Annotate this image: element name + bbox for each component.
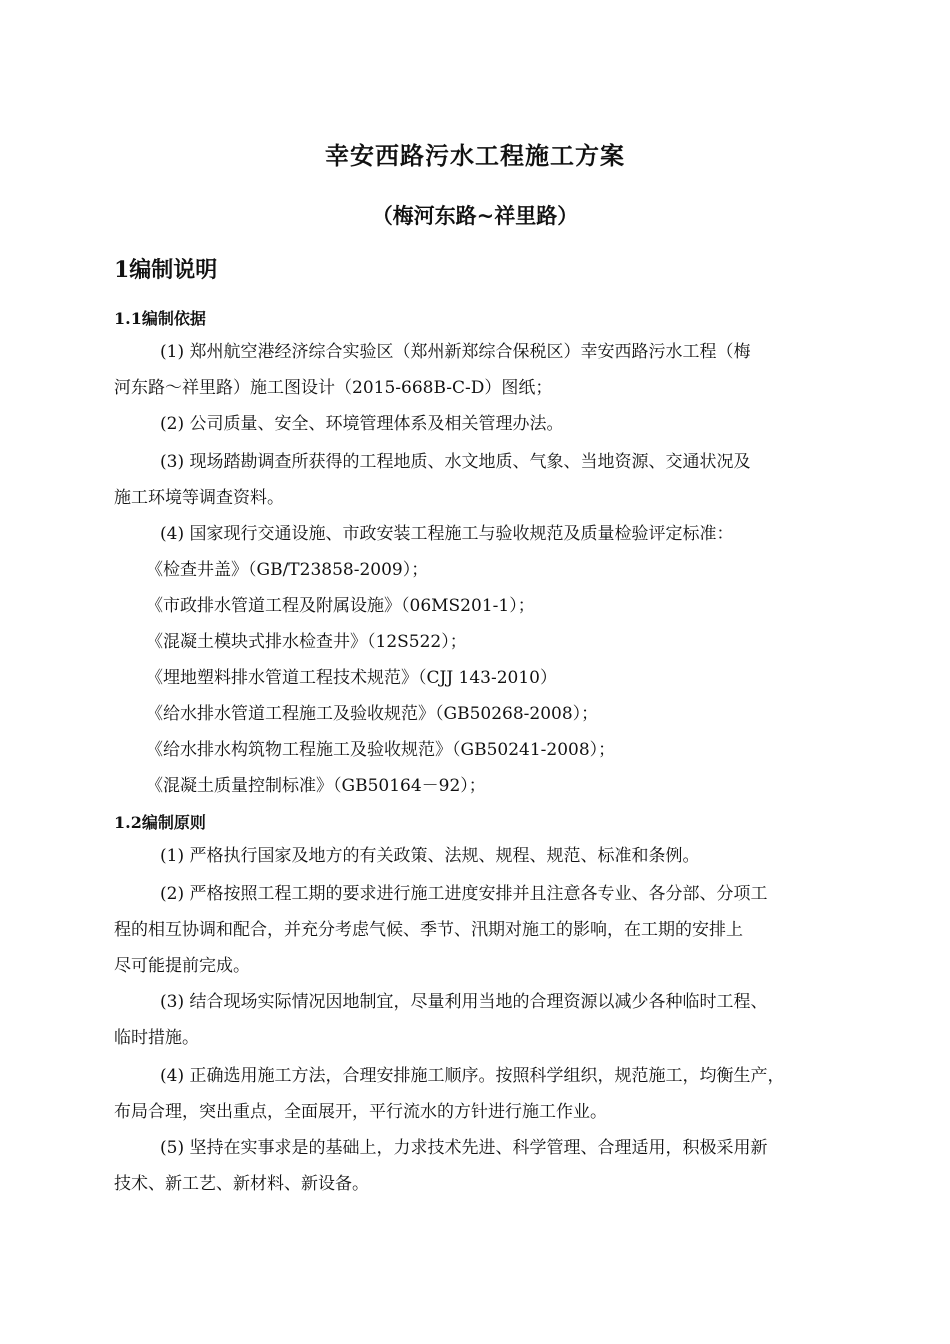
basis-item-1-line-2: 河东路～祥里路）施工图设计（2015-668B-C-D）图纸； [114, 378, 553, 398]
reference-standard: 《混凝土模块式排水检查井》（12S522）； [146, 632, 467, 652]
reference-standard: 《给水排水构筑物工程施工及验收规范》（GB50241-2008）； [146, 740, 616, 760]
reference-standard: 《检查井盖》（GB/T23858-2009）； [146, 560, 429, 580]
subsection-heading-1-2: 1.2编制原则 [114, 813, 206, 832]
principle-item-4-line-1: (4) 正确选用施工方法，合理安排施工顺序。按照科学组织，规范施工，均衡生产， [160, 1066, 785, 1086]
principle-item-2-line-3: 尽可能提前完成。 [114, 956, 250, 976]
principle-item-5-line-2: 技术、新工艺、新材料、新设备。 [114, 1174, 369, 1194]
principle-item-1: (1) 严格执行国家及地方的有关政策、法规、规程、规范、标准和条例。 [160, 846, 700, 866]
reference-standard: 《埋地塑料排水管道工程技术规范》（CJJ 143-2010） [146, 668, 557, 688]
document-title: 幸安西路污水工程施工方案 [325, 141, 625, 170]
subsection-heading-1-1: 1.1编制依据 [114, 309, 206, 328]
basis-item-3-line-1: (3) 现场踏勘调查所获得的工程地质、水文地质、气象、当地资源、交通状况及 [160, 452, 751, 472]
reference-standard: 《市政排水管道工程及附属设施》（06MS201-1）； [146, 596, 535, 616]
basis-item-1-line-1: (1) 郑州航空港经济综合实验区（郑州新郑综合保税区）幸安西路污水工程（梅 [160, 342, 751, 362]
principle-item-5-line-1: (5) 坚持在实事求是的基础上，力求技术先进、科学管理、合理适用，积极采用新 [160, 1138, 768, 1158]
principle-item-3-line-1: (3) 结合现场实际情况因地制宜，尽量利用当地的合理资源以减少各种临时工程、 [160, 992, 768, 1012]
principle-item-2-line-2: 程的相互协调和配合，并充分考虑气候、季节、汛期对施工的影响，在工期的安排上 [114, 920, 743, 940]
basis-item-2: (2) 公司质量、安全、环境管理体系及相关管理办法。 [160, 414, 564, 434]
basis-item-3-line-2: 施工环境等调查资料。 [114, 488, 284, 508]
basis-item-4: (4) 国家现行交通设施、市政安装工程施工与验收规范及质量检验评定标准： [160, 524, 734, 544]
principle-item-4-line-2: 布局合理，突出重点，全面展开，平行流水的方针进行施工作业。 [114, 1102, 607, 1122]
document-subtitle: （梅河东路~祥里路） [371, 203, 579, 228]
principle-item-2-line-1: (2) 严格按照工程工期的要求进行施工进度安排并且注意各专业、各分部、分项工 [160, 884, 768, 904]
section-heading-1: 1编制说明 [114, 257, 218, 283]
reference-standard: 《混凝土质量控制标准》（GB50164－92）； [146, 776, 486, 796]
principle-item-3-line-2: 临时措施。 [114, 1028, 199, 1048]
reference-standard: 《给水排水管道工程施工及验收规范》（GB50268-2008）； [146, 704, 599, 724]
